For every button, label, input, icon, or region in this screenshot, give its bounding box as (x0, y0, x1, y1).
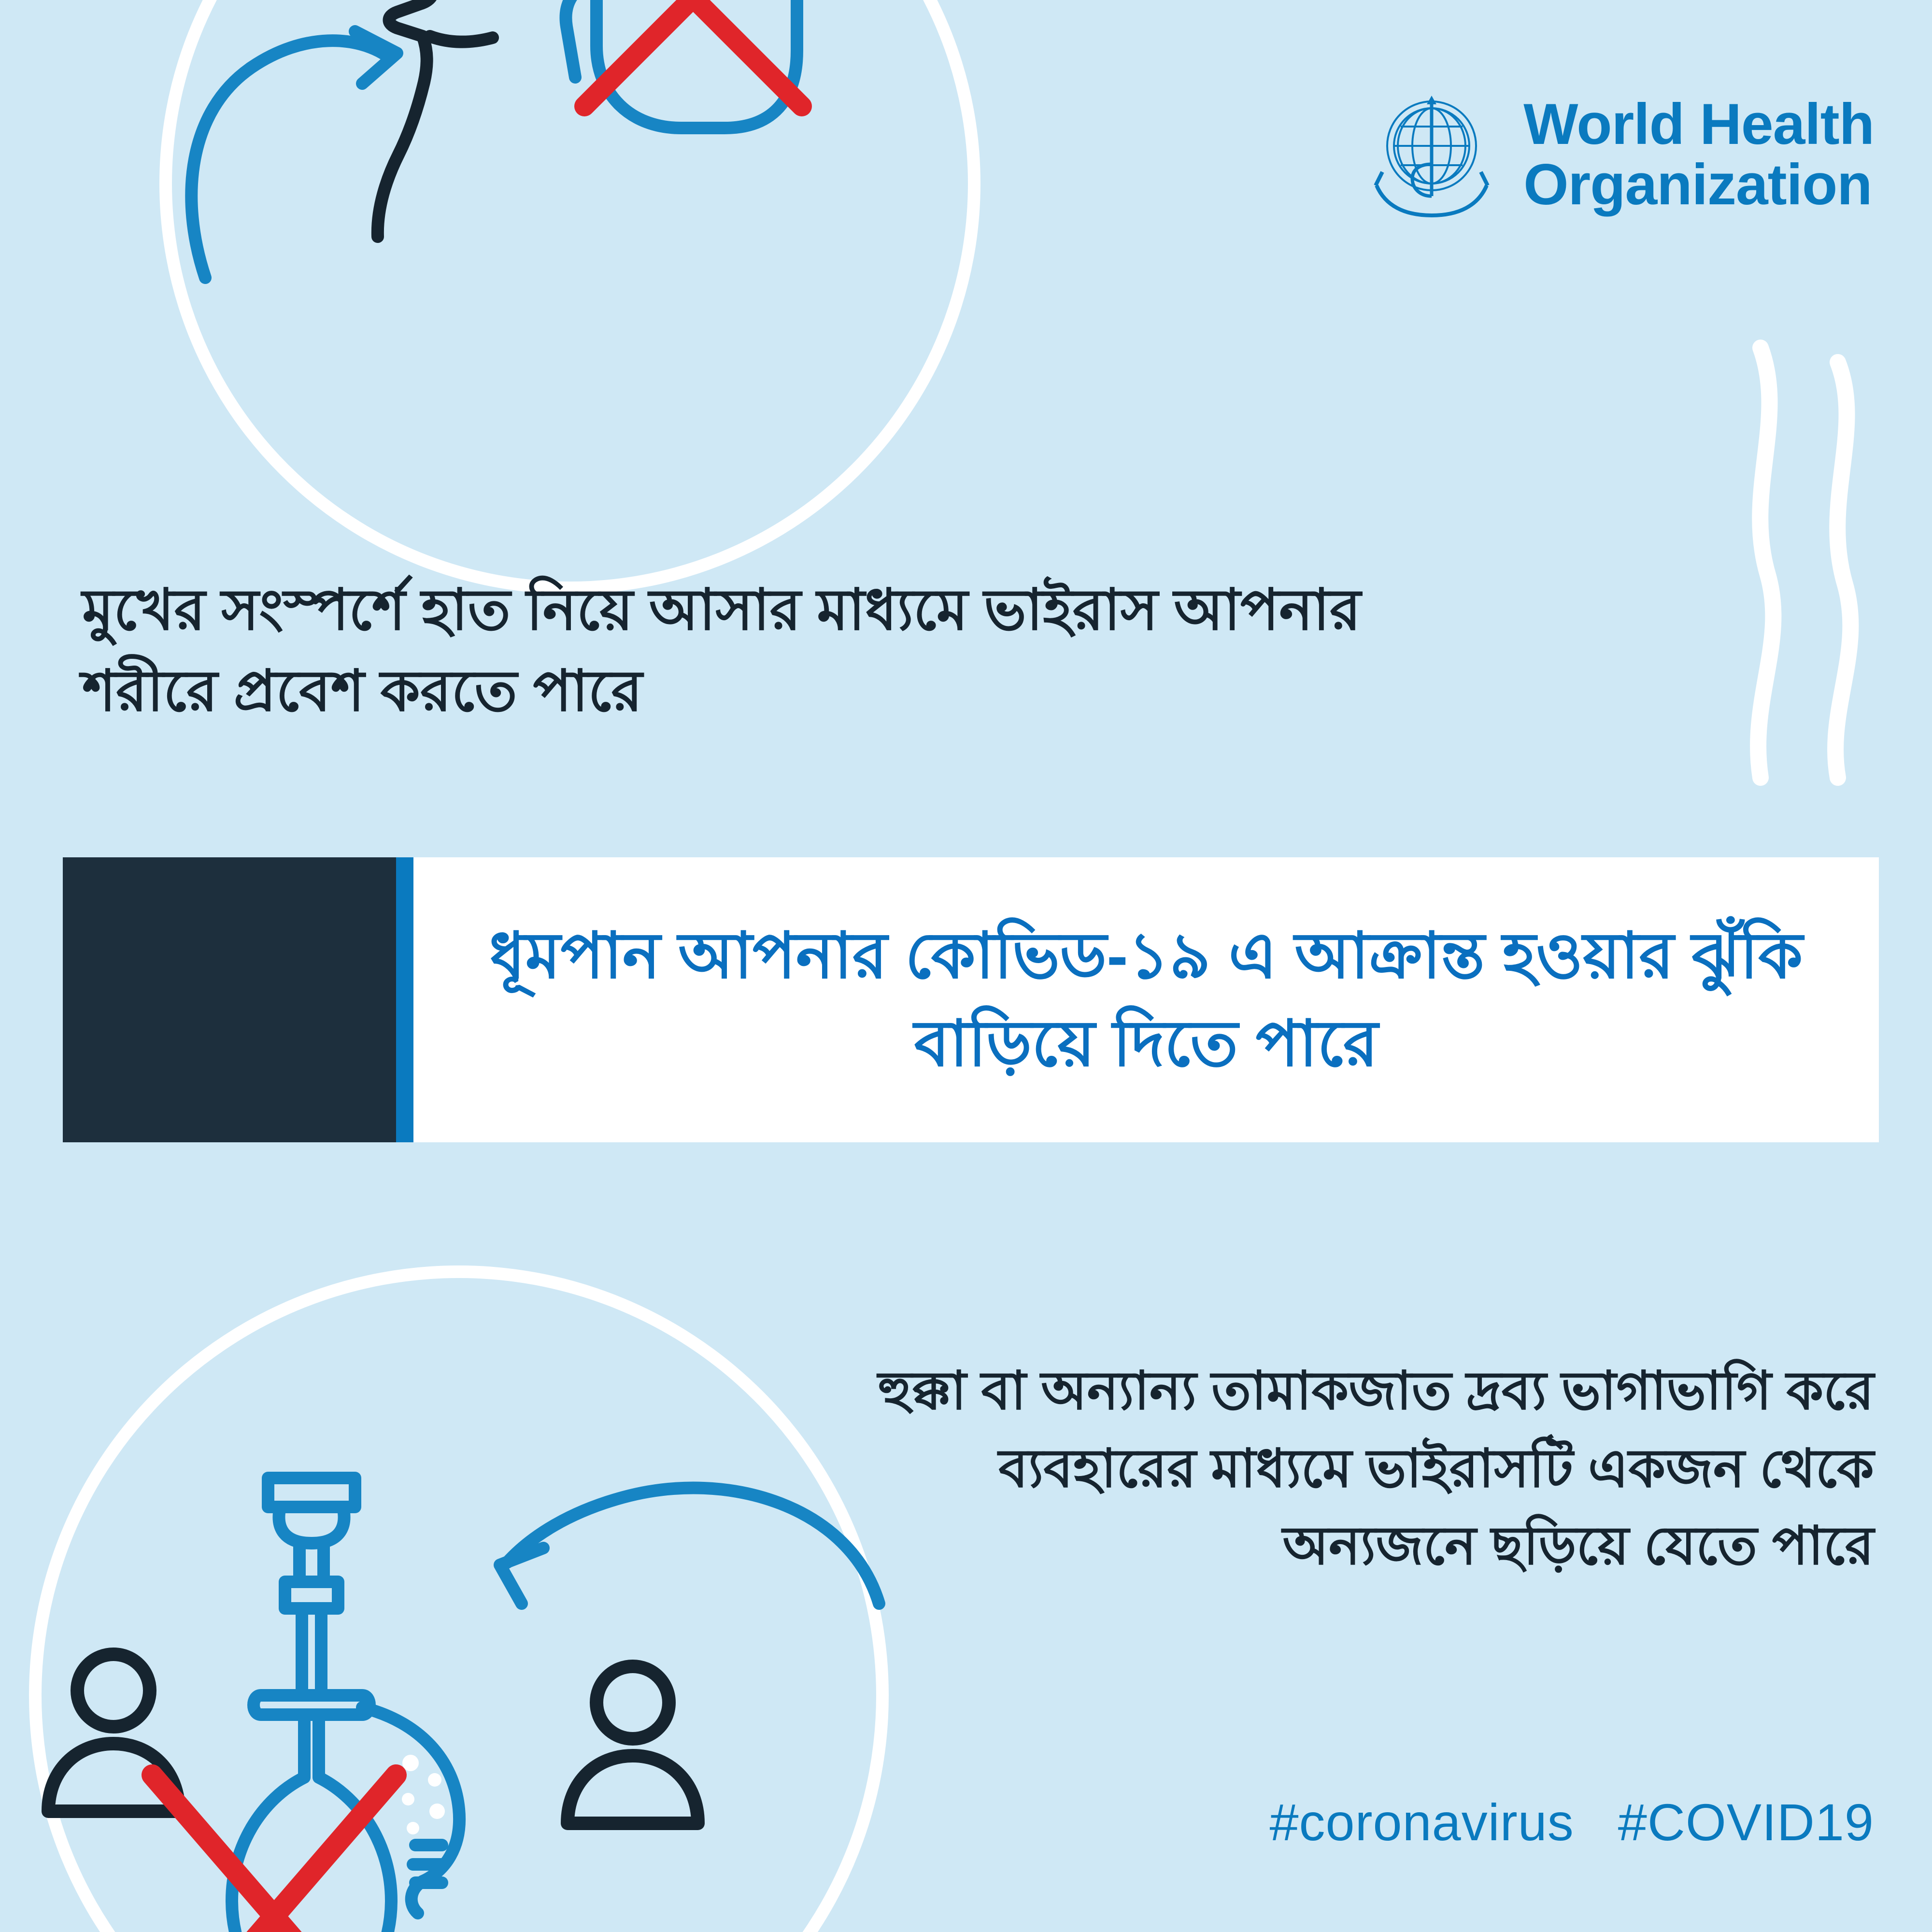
bottom-illustration (29, 1265, 889, 1932)
droplets-icon (402, 1755, 445, 1834)
hashtag-coronavirus: #coronavirus (1269, 1793, 1574, 1851)
banner-accent-stripe (396, 857, 413, 1142)
waterpipe-icon (232, 1478, 459, 1932)
who-logo (1359, 82, 1874, 227)
who-emblem-icon (1359, 82, 1504, 227)
banner-dark-block (63, 857, 396, 1142)
hashtags (1240, 1792, 1874, 1852)
top-illustration (159, 0, 980, 594)
hashtag-covid19: #COVID19 (1618, 1793, 1874, 1851)
banner-panel (413, 857, 1879, 1142)
headline-banner (63, 857, 1879, 1142)
smoke-wisps-icon (1715, 333, 1889, 792)
who-wordmark-line1: World Health (1523, 92, 1874, 157)
profile-face-icon (378, 0, 493, 237)
top-message-text: মুখের সংস্পর্শে হাত নিয়ে আসার মাধ্যমে ভাইরাস আপনার শরীরে প্রবেশ করতে পারে (82, 578, 1361, 723)
red-cross-icon (584, 0, 802, 106)
who-wordmark-line2: Organization (1523, 152, 1872, 217)
banner-headline-text: ধূমপান আপনার কোভিড-১৯ এ আক্রান্ত হওয়ার ঝুঁকি বাড়িয়ে দিতে পারে (489, 920, 1803, 1079)
bottom-message-text: হুক্কা বা অন্যান্য তামাকজাত দ্রব্য ভাগাভাগি করে ব্যবহারের মাধ্যমে ভাইরাসটি একজন থেকে অন্যজনে ছড়িয়ে যেতে পারে (878, 1361, 1874, 1576)
who-wordmark (1523, 94, 1874, 215)
person-icon (568, 1666, 698, 1823)
curved-arrow-icon (500, 1488, 879, 1604)
curved-arrow-icon (191, 31, 397, 278)
